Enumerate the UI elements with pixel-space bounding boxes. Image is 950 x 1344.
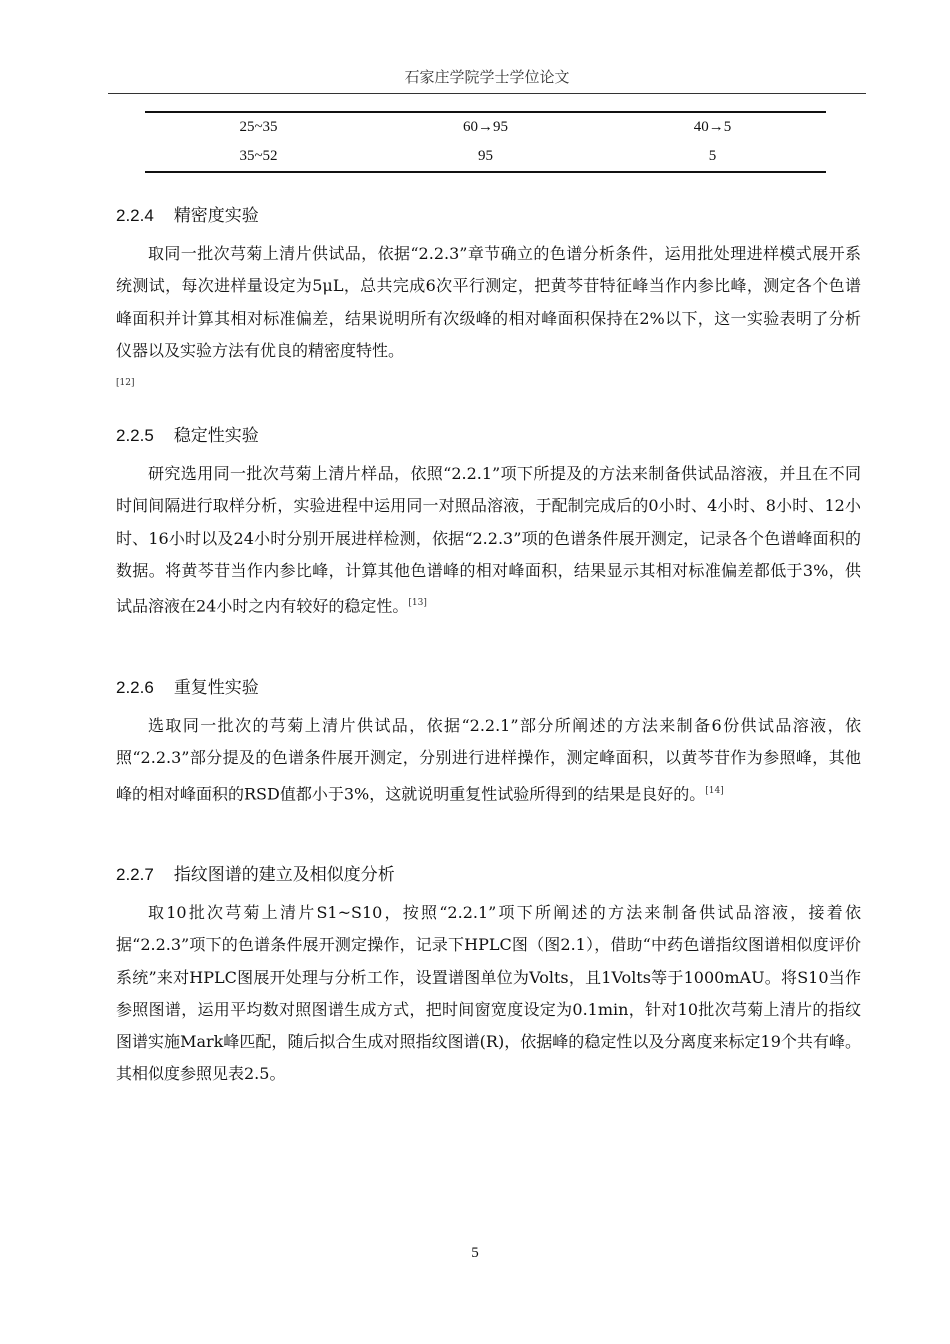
table-row	[145, 113, 826, 142]
table-cell-phase-a: 60→95	[463, 119, 508, 135]
section-heading	[116, 421, 861, 446]
section-stability	[116, 421, 861, 623]
table-cell-time: 25~35	[239, 119, 278, 135]
section-heading	[116, 673, 861, 698]
section-paragraph	[116, 458, 861, 623]
paragraph-text: 取同一批次芎菊上清片供试品，依据“2.2.3”章节确立的色谱分析条件，运用批处理进样模式展开系统测试，每次进样量设定为5μL，总共完成6次平行测定，把黄芩苷特征峰当作内参比峰，测定各个色谱峰面积并计算其相对标准偏差，结果说明所有次级峰的相对峰面积保持在2%以下，这一实验表明了分析仪器以及实验方法有优良的精密度特性。	[116, 244, 861, 360]
table-cell-time: 35~52	[239, 148, 278, 164]
citation-ref: [12]	[116, 378, 135, 389]
section-number: 2.2.7	[116, 865, 154, 884]
running-header: 石家庄学院学士学位论文	[108, 66, 866, 94]
section-precision	[116, 201, 861, 403]
section-title: 精密度实验	[173, 206, 259, 226]
table-cell-phase-a: 95	[478, 148, 493, 164]
section-title: 重复性实验	[173, 678, 259, 698]
section-paragraph	[116, 238, 861, 403]
section-heading	[116, 860, 861, 885]
section-heading	[116, 201, 861, 226]
page-number: 5	[471, 1245, 479, 1261]
paragraph-text: 取10批次芎菊上清片S1~S10，按照“2.2.1”项下所阐述的方法来制备供试品溶液，接着依据“2.2.3”项下的色谱条件展开测定操作，记录下HPLC图（图2.1），借助“中药色谱指纹图谱相似度评价系统”来对HPLC图展开处理与分析工作，设置谱图单位为Volts，且1Volts等于1000mAU。将S10当作参照图谱，运用平均数对照图谱生成方式，把时间窗宽度设定为0.1min，针对10批次芎菊上清片的指纹图谱实施Mark峰匹配，随后拟合生成对照指纹图谱(R)，依据峰的稳定性以及分离度来标定19个共有峰。其相似度参照见表2.5。	[116, 903, 861, 1084]
table-cell-phase-b: 5	[708, 148, 717, 164]
section-paragraph	[116, 710, 861, 810]
section-repeatability	[116, 673, 861, 810]
table-cell-phase-b: 40→5	[693, 119, 732, 135]
section-paragraph	[116, 897, 861, 1091]
gradient-table	[145, 111, 826, 173]
section-title: 指纹图谱的建立及相似度分析	[173, 865, 395, 885]
section-number: 2.2.5	[116, 426, 154, 445]
section-title: 稳定性实验	[173, 426, 259, 446]
section-fingerprint	[116, 860, 861, 1091]
paragraph-text: 选取同一批次的芎菊上清片供试品，依据“2.2.1”部分所阐述的方法来制备6份供试品溶液，依照“2.2.3”部分提及的色谱条件展开测定，分别进行进样操作，测定峰面积，以黄芩苷作为参照峰，其他峰的相对峰面积的RSD值都小于3%，这就说明重复性试验所得到的结果是良好的。	[116, 716, 861, 803]
paragraph-text: 研究选用同一批次芎菊上清片样品，依照“2.2.1”项下所提及的方法来制备供试品溶液，并且在不同时间间隔进行取样分析，实验进程中运用同一对照品溶液，于配制完成后的0小时、4小时、8小时、12小时、16小时以及24小时分别开展进样检测，依据“2.2.3”项的色谱条件展开测定，记录各个色谱峰面积的数据。将黄芩苷当作内参比峰，计算其他色谱峰的相对峰面积，结果显示其相对标准偏差都低于3%，供试品溶液在24小时之内有较好的稳定性。	[116, 464, 861, 616]
citation-ref: [13]	[408, 598, 427, 609]
citation-ref: [14]	[705, 785, 724, 796]
section-number: 2.2.6	[116, 678, 154, 697]
section-number: 2.2.4	[116, 206, 154, 225]
table-row	[145, 142, 826, 171]
